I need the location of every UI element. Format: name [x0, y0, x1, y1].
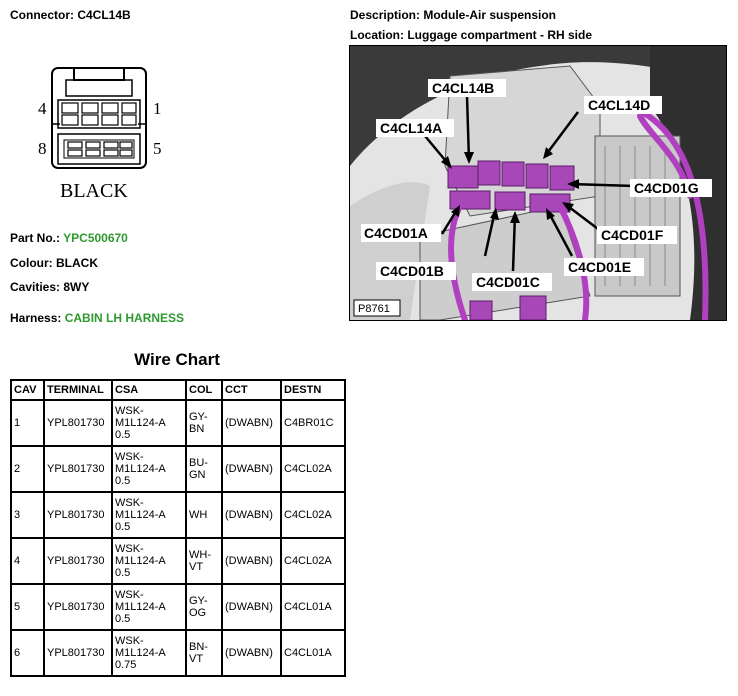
cell-csa: WSK-M1L124-A 0.5	[112, 538, 186, 584]
photo-code: P8761	[358, 303, 390, 315]
harness-label: Harness:	[10, 311, 62, 325]
location-illustration	[350, 46, 726, 320]
cavities-row	[10, 280, 89, 294]
table-row	[11, 538, 345, 584]
connector-colour-label: BLACK	[60, 180, 128, 202]
cell-terminal: YPL801730	[44, 492, 112, 538]
location-text: Location: Luggage compartment - RH side	[350, 28, 593, 42]
callout-c4cd01a: C4CD01A	[364, 225, 428, 241]
callout-c4cl14a: C4CL14A	[380, 120, 443, 136]
cell-cct: (DWABN)	[222, 538, 281, 584]
callout-c4cd01f: C4CD01F	[601, 227, 664, 243]
cell-destn: C4BR01C	[281, 400, 345, 446]
wire-chart-table	[10, 379, 346, 677]
cell-col: BU-GN	[186, 446, 222, 492]
cell-cav: 5	[11, 584, 44, 630]
callout-c4cl14b: C4CL14B	[432, 80, 495, 96]
location-photo	[349, 45, 727, 321]
cell-col: BN-VT	[186, 630, 222, 676]
cell-terminal: YPL801730	[44, 446, 112, 492]
table-row	[11, 446, 345, 492]
cell-terminal: YPL801730	[44, 538, 112, 584]
pin-number-5: 5	[153, 139, 162, 158]
cell-csa: WSK-M1L124-A 0.5	[112, 584, 186, 630]
cell-csa: WSK-M1L124-A 0.75	[112, 630, 186, 676]
colour-value: BLACK	[56, 256, 98, 270]
cell-cct: (DWABN)	[222, 400, 281, 446]
cell-cav: 4	[11, 538, 44, 584]
cell-cct: (DWABN)	[222, 630, 281, 676]
callout-c4cd01e: C4CD01E	[568, 259, 632, 275]
cell-cct: (DWABN)	[222, 492, 281, 538]
connector-face-drawing	[38, 66, 158, 171]
cell-cav: 6	[11, 630, 44, 676]
cell-cav: 3	[11, 492, 44, 538]
callout-c4cd01b: C4CD01B	[380, 263, 444, 279]
colour-row	[10, 256, 98, 270]
pin-number-8: 8	[38, 139, 47, 158]
cavities-label: Cavities:	[10, 280, 61, 294]
pin-number-4: 4	[38, 99, 47, 118]
cell-terminal: YPL801730	[44, 584, 112, 630]
connector-title: Connector: C4CL14B	[10, 8, 131, 22]
harness-value: CABIN LH HARNESS	[64, 311, 185, 325]
header-destn: DESTN	[281, 380, 345, 400]
part-number-value: YPC500670	[63, 231, 128, 245]
cell-destn: C4CL01A	[281, 584, 345, 630]
wire-chart-title: Wire Chart	[134, 350, 220, 369]
table-row	[11, 630, 345, 676]
cell-terminal: YPL801730	[44, 400, 112, 446]
cell-destn: C4CL01A	[281, 630, 345, 676]
header-cct: CCT	[222, 380, 281, 400]
cell-cav: 1	[11, 400, 44, 446]
part-number-label: Part No.:	[10, 231, 61, 245]
harness-row	[10, 311, 184, 325]
connector-face-diagram	[38, 66, 158, 171]
header-cav: CAV	[11, 380, 44, 400]
cell-destn: C4CL02A	[281, 538, 345, 584]
cell-csa: WSK-M1L124-A 0.5	[112, 446, 186, 492]
cell-destn: C4CL02A	[281, 492, 345, 538]
cell-csa: WSK-M1L124-A 0.5	[112, 492, 186, 538]
header-col: COL	[186, 380, 222, 400]
header-csa: CSA	[112, 380, 186, 400]
cell-csa: WSK-M1L124-A 0.5	[112, 400, 186, 446]
table-header-row	[11, 380, 345, 400]
cell-destn: C4CL02A	[281, 446, 345, 492]
cell-terminal: YPL801730	[44, 630, 112, 676]
cavities-value: 8WY	[63, 280, 90, 294]
colour-label: Colour:	[10, 256, 53, 270]
table-row	[11, 584, 345, 630]
callout-c4cl14d: C4CL14D	[588, 97, 651, 113]
pin-number-1: 1	[153, 99, 162, 118]
table-row	[11, 400, 345, 446]
cell-col: WH	[186, 492, 222, 538]
cell-cav: 2	[11, 446, 44, 492]
callout-c4cd01c: C4CD01C	[476, 274, 540, 290]
callout-c4cd01g: C4CD01G	[634, 180, 699, 196]
cell-col: GY-BN	[186, 400, 222, 446]
part-number-row	[10, 231, 128, 245]
table-row	[11, 492, 345, 538]
cell-cct: (DWABN)	[222, 446, 281, 492]
cell-cct: (DWABN)	[222, 584, 281, 630]
cell-col: WH-VT	[186, 538, 222, 584]
header-terminal: TERMINAL	[44, 380, 112, 400]
cell-col: GY-OG	[186, 584, 222, 630]
description-text: Description: Module-Air suspension	[350, 8, 557, 22]
